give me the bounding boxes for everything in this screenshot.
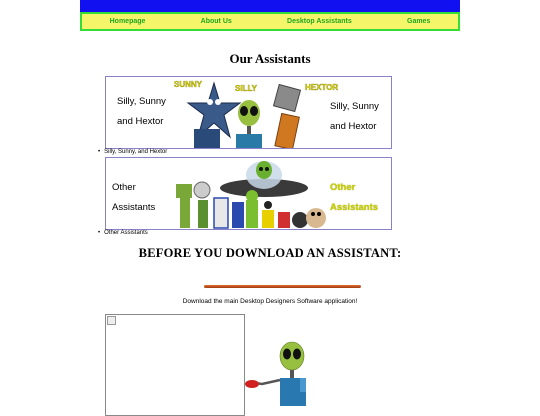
nav-link-homepage[interactable]: Homepage	[109, 18, 146, 25]
horizontal-rule	[204, 285, 361, 288]
download-instruction-text: Download the main Desktop Designers Software application!	[182, 298, 358, 305]
page-title: Our Assistants	[229, 51, 311, 66]
banner2-right-line1: Other	[330, 182, 356, 193]
banner1-left-line1: Silly, Sunny	[117, 96, 166, 107]
sunny-character	[188, 83, 240, 148]
hextor-character	[274, 85, 301, 148]
other-assistants-illustration	[106, 158, 391, 229]
banner2-caption[interactable]: • Other Assistants	[98, 230, 148, 236]
broken-image-icon	[107, 316, 116, 325]
banner1-left-line2: and Hextor	[117, 116, 164, 127]
banner1-caption[interactable]: • Silly, Sunny, and Hextor	[98, 149, 167, 155]
name-label-sunny: SUNNY	[174, 80, 203, 89]
nav-link-games[interactable]: Games	[407, 18, 431, 25]
ufo-character	[220, 161, 308, 197]
banner1-right-line1: Silly, Sunny	[330, 101, 379, 112]
name-label-hextor: HEXTOR	[305, 83, 339, 92]
nav-link-about-us[interactable]: About Us	[200, 18, 232, 25]
banner2-left-line2: Assistants	[112, 202, 156, 213]
banner-silly-sunny-hextor[interactable]	[105, 76, 392, 149]
top-blue-bar	[80, 0, 460, 12]
silly-alien-figure	[242, 340, 322, 406]
silly-character	[236, 100, 262, 148]
banner2-right-line2: Assistants	[330, 202, 379, 213]
download-heading: BEFORE YOU DOWNLOAD AN ASSISTANT:	[138, 246, 402, 260]
main-navigation	[80, 12, 460, 31]
banner1-right-line2: and Hextor	[330, 121, 377, 132]
banner-other-assistants[interactable]	[105, 157, 392, 230]
nav-link-desktop-assistants[interactable]: Desktop Assistants	[287, 18, 352, 25]
name-label-silly: SILLY	[235, 84, 257, 93]
assistants-trio-illustration	[106, 77, 391, 148]
banner2-left-line1: Other	[112, 182, 136, 193]
broken-image-placeholder[interactable]	[105, 314, 245, 416]
